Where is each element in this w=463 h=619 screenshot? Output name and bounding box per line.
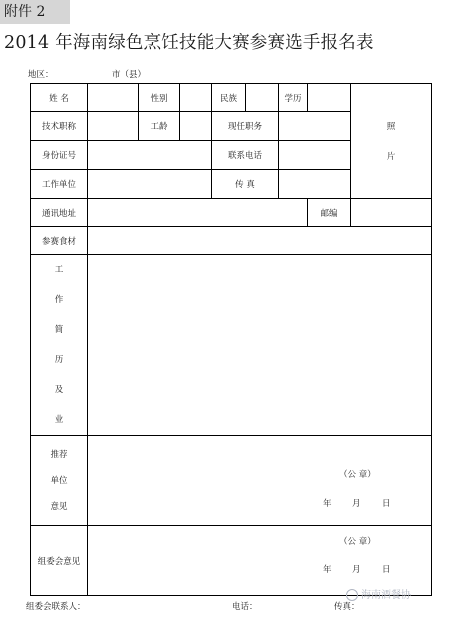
phone-label: 联系电话 (212, 141, 279, 170)
photo-box[interactable] (351, 84, 432, 199)
recommend-year: 年 (323, 499, 332, 509)
recommend-line: 单位 (50, 475, 68, 486)
committee-month: 月 (352, 565, 361, 575)
postcode-label: 邮编 (308, 199, 351, 227)
work-resume-char: 及 (54, 385, 64, 395)
gender-label: 性别 (139, 84, 180, 112)
work-unit-label: 工作单位 (31, 170, 88, 199)
id-number-label: 身份证号 (31, 141, 88, 170)
registration-form-table (30, 83, 432, 596)
phone-field[interactable] (279, 141, 351, 170)
committee-field[interactable] (88, 526, 432, 596)
watermark-text: 海南酒餐协 (361, 590, 411, 601)
gender-field[interactable] (180, 84, 212, 112)
recommend-line: 意见 (50, 501, 68, 512)
ingredients-field[interactable] (88, 227, 432, 255)
committee-label: 组委会意见 (31, 526, 88, 596)
id-number-field[interactable] (88, 141, 212, 170)
recommend-month: 月 (352, 499, 361, 509)
work-resume-char: 工 (54, 265, 64, 275)
work-resume-char: 简 (54, 325, 64, 335)
footer-phone: 电话： (232, 602, 258, 612)
ethnicity-label: 民族 (212, 84, 246, 112)
page-title: 2014 年海南绿色烹饪技能大赛参赛选手报名表 (4, 33, 374, 53)
recommend-line: 推荐 (50, 449, 68, 460)
wechat-logo-icon (346, 589, 358, 601)
work-resume-label (31, 255, 88, 436)
postcode-field[interactable] (351, 199, 432, 227)
work-unit-field[interactable] (88, 170, 212, 199)
name-field[interactable] (88, 84, 139, 112)
recommend-day: 日 (382, 499, 391, 509)
work-resume-char: 业 (54, 415, 64, 425)
work-resume-char: 作 (54, 295, 64, 305)
tech-title-field[interactable] (88, 112, 139, 141)
photo-label-1: 照 (386, 122, 396, 132)
ethnicity-field[interactable] (246, 84, 279, 112)
current-position-field[interactable] (279, 112, 351, 141)
committee-seal: （公 章） (339, 537, 376, 547)
fax-label: 传 真 (212, 170, 279, 199)
address-field[interactable] (88, 199, 308, 227)
tech-title-label: 技术职称 (31, 112, 88, 141)
education-field[interactable] (308, 84, 351, 112)
ingredients-label: 参赛食材 (31, 227, 88, 255)
photo-label-2: 片 (386, 152, 396, 162)
recommend-label (31, 436, 88, 526)
footer-fax: 传真： (334, 602, 360, 612)
committee-day: 日 (382, 565, 391, 575)
watermark (346, 586, 411, 601)
recommend-field[interactable] (88, 436, 432, 526)
seniority-field[interactable] (180, 112, 212, 141)
current-position-label: 现任职务 (212, 112, 279, 141)
footer-contact: 组委会联系人： (26, 602, 86, 612)
attachment-label: 附件 2 (0, 0, 70, 24)
fax-field[interactable] (279, 170, 351, 199)
region-label: 地区： (28, 70, 54, 80)
address-label: 通讯地址 (31, 199, 88, 227)
seniority-label: 工龄 (139, 112, 180, 141)
education-label: 学历 (279, 84, 308, 112)
region-city-county: 市（县） (112, 70, 147, 80)
work-resume-field[interactable] (88, 255, 432, 436)
recommend-seal: （公 章） (339, 470, 376, 480)
name-label: 姓 名 (31, 84, 88, 112)
work-resume-char: 历 (54, 355, 64, 365)
committee-year: 年 (323, 565, 332, 575)
